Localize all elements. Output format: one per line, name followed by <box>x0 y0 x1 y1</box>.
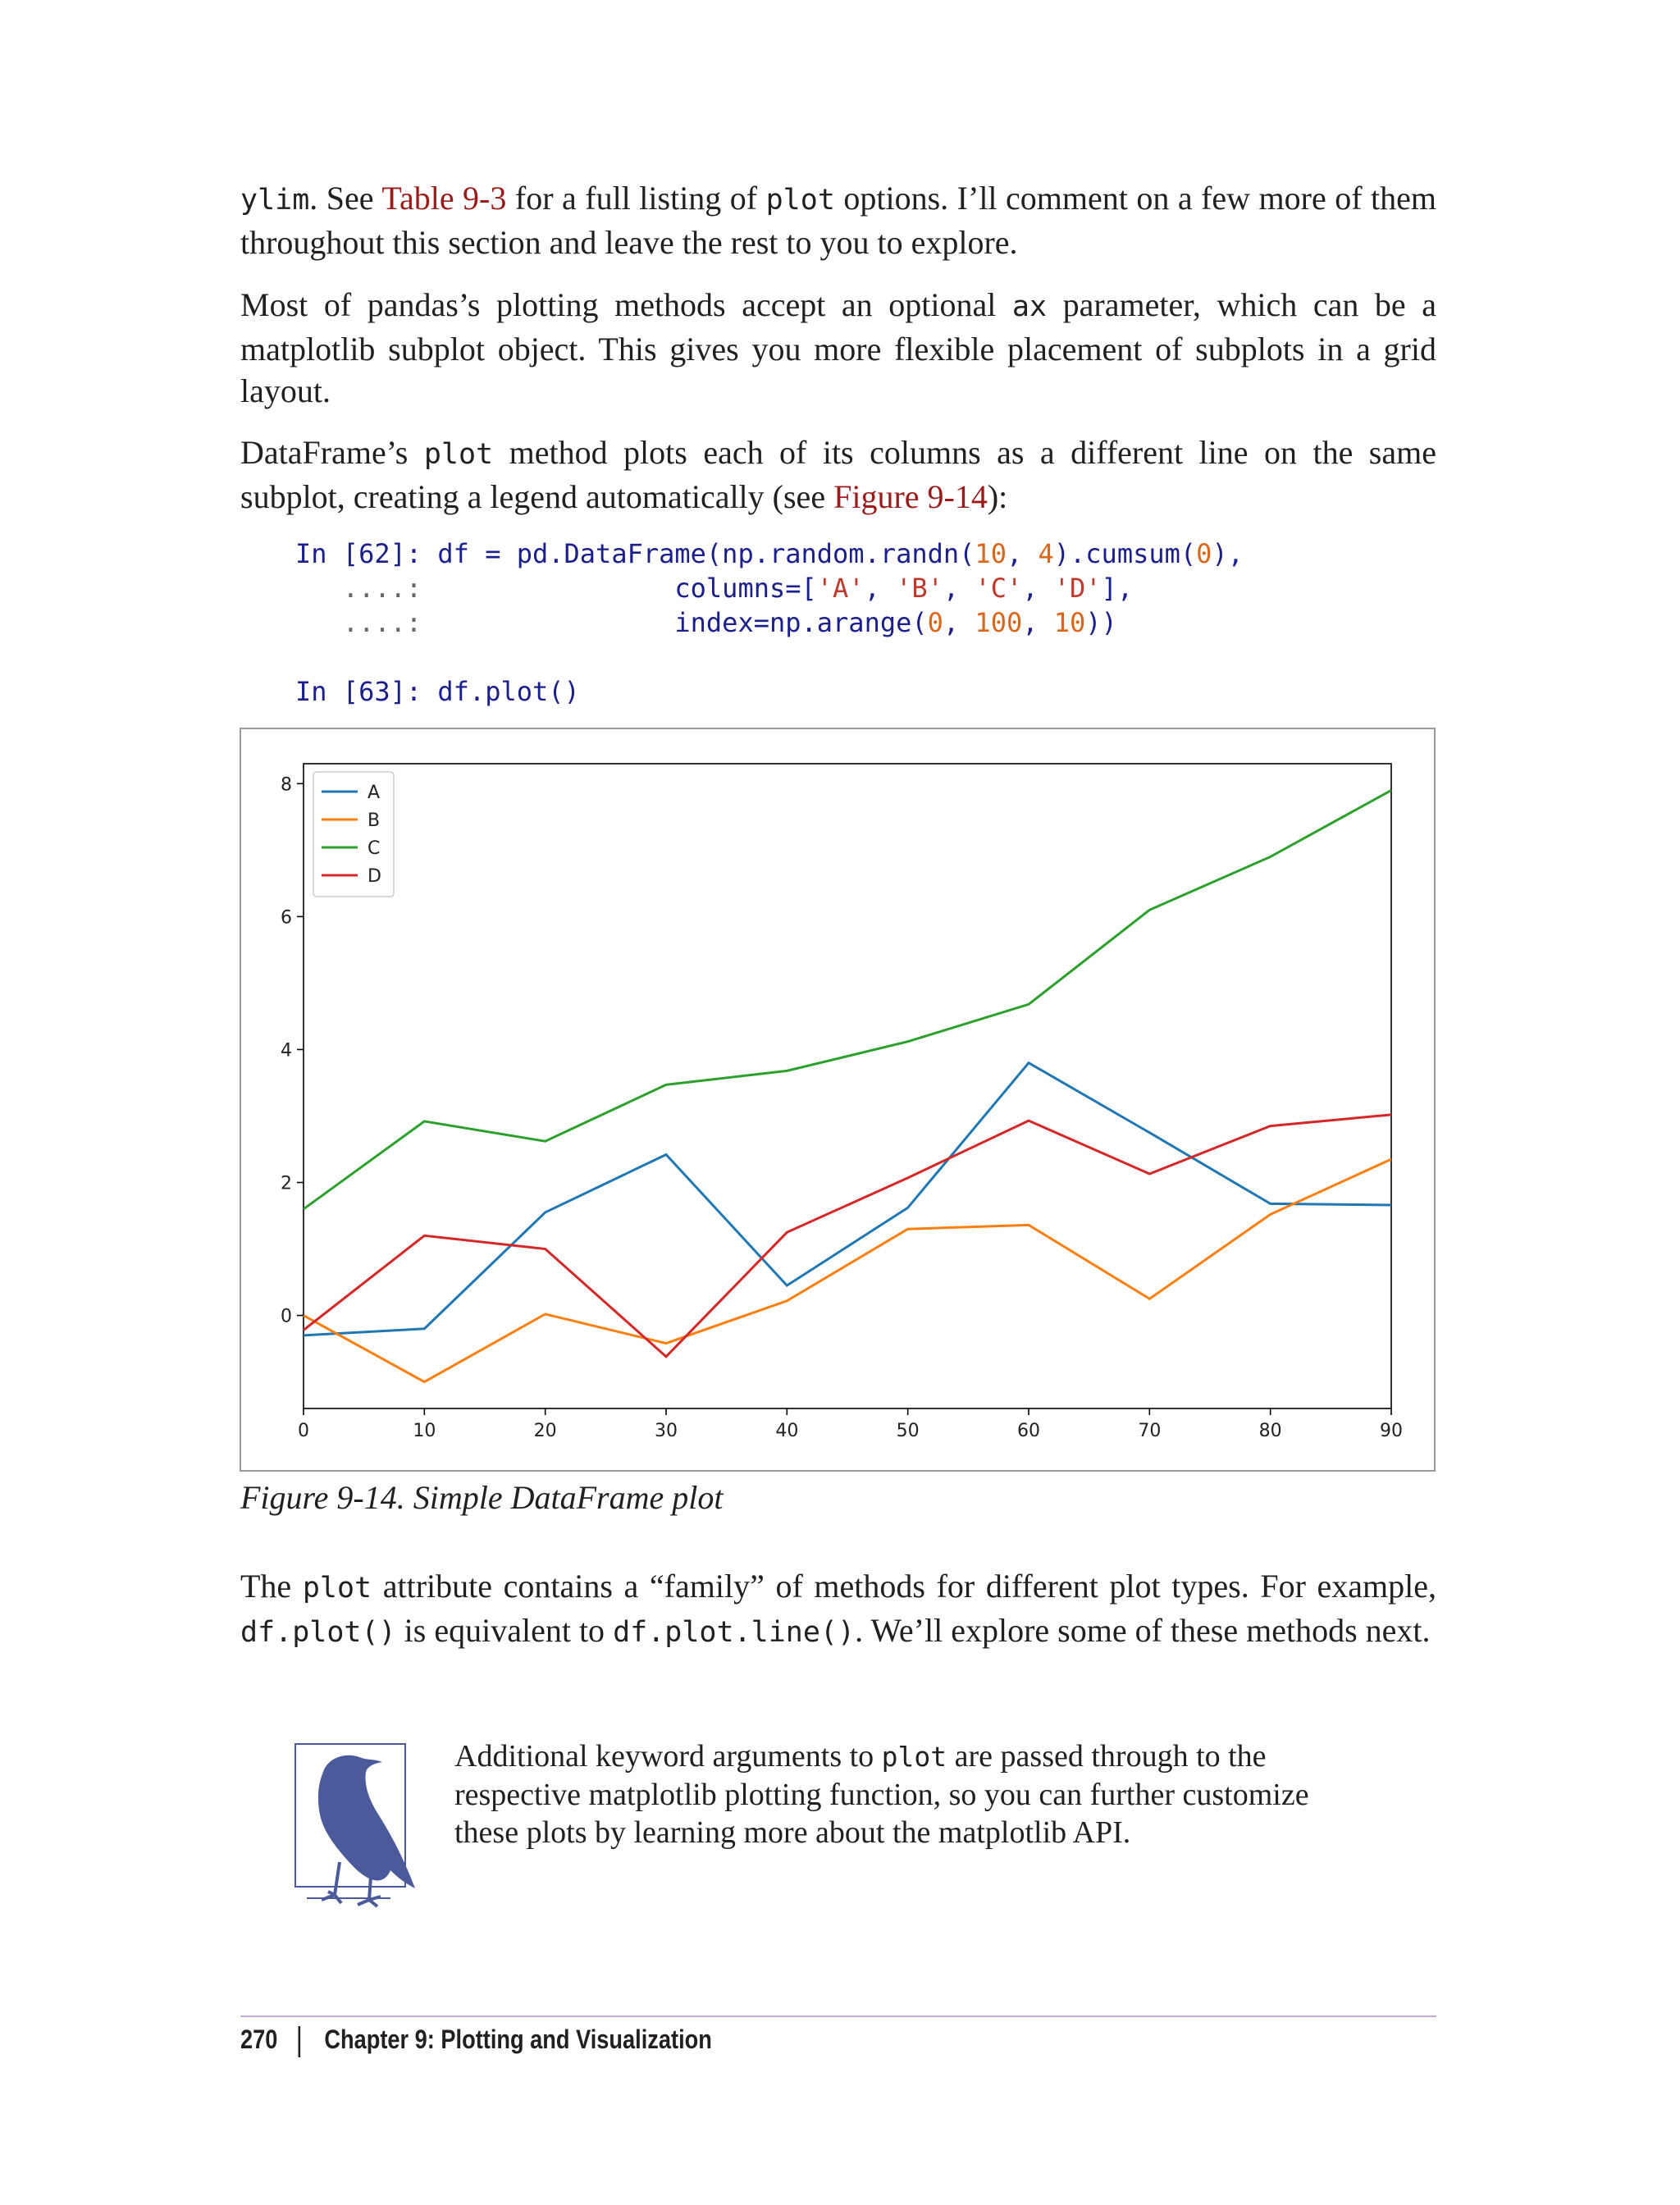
x-tick-label: 30 <box>655 1421 678 1441</box>
inline-code: df.plot() <box>240 1616 396 1649</box>
x-tick-label: 90 <box>1380 1421 1403 1441</box>
paragraph-3: DataFrame’s plot method plots each of its columns as a different line on the same subplot, creating a legend automatically (see Figure 9-14): <box>240 434 1436 515</box>
x-tick-label: 60 <box>1017 1421 1040 1441</box>
x-tick-label: 50 <box>896 1421 920 1441</box>
y-tick-label: 8 <box>281 774 292 796</box>
inline-code: ylim <box>240 184 310 217</box>
inline-code: plot <box>765 184 835 217</box>
page-number: 270 <box>240 2025 278 2054</box>
paragraph-2: Most of pandas’s plotting methods accept an optional ax parameter, which can be a matplotlib subplot object. This gives you more flexible placement of subplots in a grid layout. <box>240 286 1436 409</box>
series-line-c <box>304 790 1391 1208</box>
legend-label-b: B <box>368 810 381 831</box>
legend-label-d: D <box>368 866 381 887</box>
x-tick-label: 0 <box>298 1421 309 1441</box>
x-tick-label: 80 <box>1258 1421 1282 1441</box>
legend-label-a: A <box>368 783 381 803</box>
series-line-a <box>304 1063 1391 1335</box>
x-tick-label: 40 <box>775 1421 799 1441</box>
y-tick-label: 0 <box>281 1306 292 1327</box>
bird-note-icon <box>292 1739 431 1911</box>
inline-code: ax <box>1011 290 1048 323</box>
line-chart <box>240 728 1436 1472</box>
code-block-1: In [62]: df = pd.DataFrame(np.random.randn(10, 4).cumsum(0), ....: columns=['A', 'B', 'C', 'D'], ....: index=np.arange(0, 100, 10)) <box>295 538 1244 638</box>
inline-code: plot <box>423 438 494 471</box>
y-tick-label: 6 <box>281 907 292 929</box>
note-text: Additional keyword arguments to plot are passed through to the respective matplotlib plotting function, so you can further customize these plots by learning more about the matplotlib API. <box>454 1739 1309 1850</box>
x-tick-label: 70 <box>1138 1421 1162 1441</box>
y-tick-label: 4 <box>281 1040 292 1061</box>
inline-code: df.plot.line() <box>613 1616 856 1649</box>
inline-code: plot <box>302 1572 372 1605</box>
series-line-b <box>304 1159 1391 1381</box>
page-footer <box>240 2025 712 2057</box>
x-tick-label: 20 <box>533 1421 557 1441</box>
series-line-d <box>304 1115 1391 1357</box>
figure-link[interactable]: Figure 9-14 <box>833 478 988 515</box>
code-block-2: In [63]: df.plot() <box>295 676 580 707</box>
table-link[interactable]: Table 9-3 <box>381 180 507 217</box>
figure-caption: Figure 9-14. Simple DataFrame plot <box>240 1479 724 1516</box>
paragraph-1: ylim. See Table 9-3 for a full listing of plot options. I’ll comment on a few more of them throughout this section and leave the rest to you to explore. <box>240 180 1437 261</box>
axes-box <box>304 764 1391 1408</box>
inline-code: plot <box>881 1741 947 1773</box>
x-tick-label: 10 <box>413 1421 436 1441</box>
legend-label-c: C <box>368 838 381 859</box>
paragraph-4: The plot attribute contains a “family” of methods for different plot types. For example, df.plot() is equivalent to df.plot.line(). We’ll explore some of these methods next. <box>240 1568 1437 1649</box>
y-tick-label: 2 <box>281 1173 292 1194</box>
footer-separator <box>299 2026 301 2057</box>
chapter-title: Chapter 9: Plotting and Visualization <box>324 2025 712 2054</box>
footer-rule <box>240 2016 1436 2017</box>
